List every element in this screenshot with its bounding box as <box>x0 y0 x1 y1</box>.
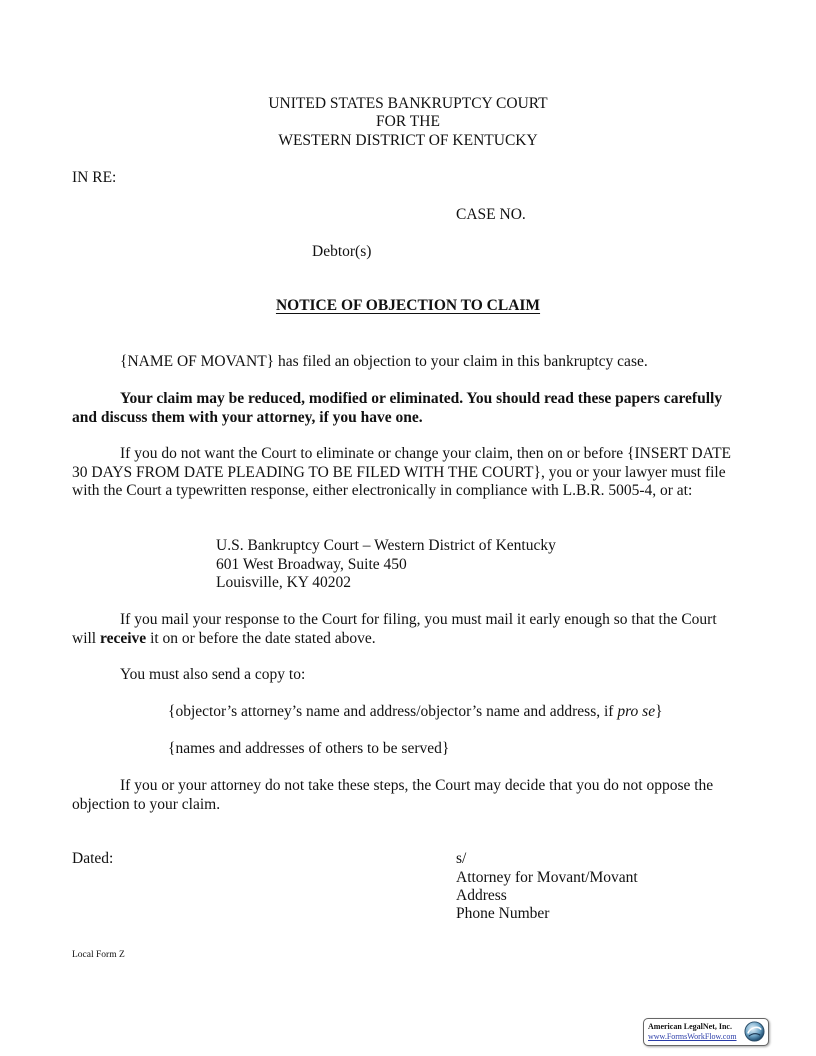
globe-logo-icon <box>744 1021 765 1042</box>
court-district: WESTERN DISTRICT OF KENTUCKY <box>278 132 538 149</box>
court-name: UNITED STATES BANKRUPTCY COURT <box>268 95 548 112</box>
mail-text-before: If you mail your response to the Court for filing, you must mail it early enough so that the Court will <box>72 611 717 647</box>
badge-website-link[interactable]: www.FormsWorkFlow.com <box>648 1032 737 1041</box>
form-number: Local Form Z <box>72 950 125 960</box>
signature-attorney: Attorney for Movant/Movant <box>456 869 638 886</box>
paragraph-response-deadline: If you do not want the Court to eliminate or change your claim, then on or before {INSERT DATE 30 DAYS FROM DATE PLEADING TO BE FILED WITH THE COURT}, you or your lawyer must file with the Court a typewritten response, either electronically in compliance with L.B.R. 5005-4, or at: <box>72 445 732 499</box>
mail-text-receive: receive <box>100 629 147 647</box>
copy-recipient-objector <box>168 703 663 722</box>
signature-phone: Phone Number <box>456 905 550 922</box>
copy1-after: } <box>655 703 663 720</box>
paragraph-objection-filed: {NAME OF MOVANT} has filed an objection to your claim in this bankruptcy case. <box>120 353 648 370</box>
copy-recipient-others: {names and addresses of others to be served} <box>168 740 450 757</box>
mail-text-after: it on or before the date stated above. <box>146 629 376 647</box>
copy1-pro-se: pro se <box>617 703 656 720</box>
court-for-the: FOR THE <box>376 113 440 130</box>
court-address-line-2: 601 West Broadway, Suite 450 <box>216 556 407 573</box>
court-address-line-3: Louisville, KY 40202 <box>216 574 352 591</box>
in-re-label: IN RE: <box>72 169 117 186</box>
paragraph-mail-response <box>72 611 740 648</box>
court-address-line-1: U.S. Bankruptcy Court – Western District of Kentucky <box>216 537 556 554</box>
legalnet-badge[interactable] <box>643 1018 769 1046</box>
dated-label: Dated: <box>72 850 114 867</box>
copy1-before: {objector’s attorney’s name and address/objector’s name and address, if <box>168 703 618 720</box>
document-title-text: NOTICE OF OBJECTION TO CLAIM <box>275 297 541 314</box>
paragraph-send-copy: You must also send a copy to: <box>120 666 306 683</box>
debtor-label: Debtor(s) <box>312 243 372 260</box>
document-title <box>0 297 816 316</box>
badge-company-name: American LegalNet, Inc. <box>648 1022 732 1031</box>
paragraph-warning: Your claim may be reduced, modified or eliminated. You should read these papers carefully and discuss them with your attorney, if you have one. <box>72 390 723 426</box>
signature-line: s/ <box>456 850 467 867</box>
case-number-label: CASE NO. <box>456 206 526 223</box>
signature-address: Address <box>456 887 507 904</box>
paragraph-consequence: If you or your attorney do not take these steps, the Court may decide that you do not oppose the objection to your claim. <box>72 777 714 813</box>
